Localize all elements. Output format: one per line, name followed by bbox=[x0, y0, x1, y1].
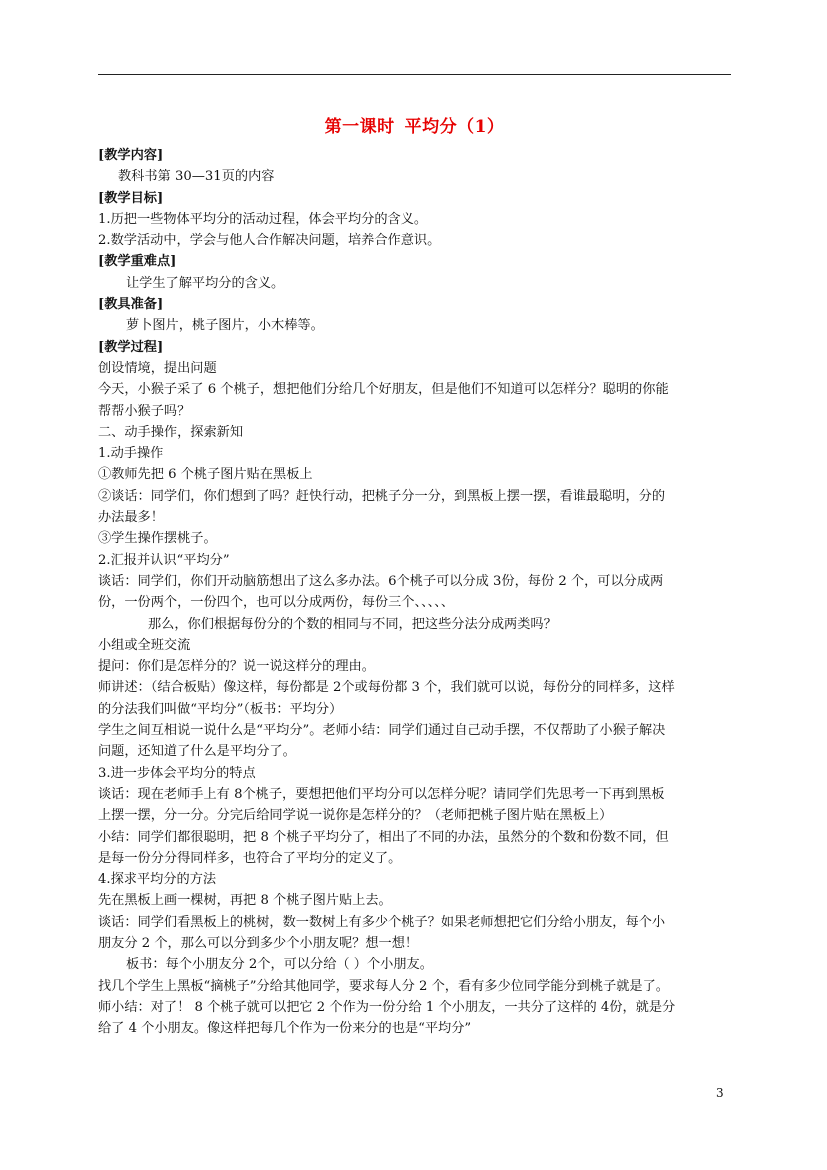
paragraph-line: 谈话：现在老师手上有 8个桃子，要想把他们平均分可以怎样分呢？请同学们先思考一下再到黑板 bbox=[98, 786, 665, 802]
paragraph-line: 帮帮小猴子吗？ bbox=[98, 403, 191, 419]
paragraph-line: 找几个学生上黑板“摘桃子”分给其他同学，要求每人分 2 个，看有多少位同学能分到桃子就是了。 bbox=[98, 978, 669, 994]
paragraph-line: 谈话：同学们看黑板上的桃树，数一数树上有多少个桃子？如果老师想把它们分给小朋友，每个小 bbox=[98, 914, 666, 930]
paragraph-line: 二、动手操作，探索新知 bbox=[98, 424, 244, 440]
paragraph-line: 问题，还知道了什么是平均分了。 bbox=[98, 744, 296, 760]
section-heading-key-points: [教学重难点] bbox=[98, 254, 177, 270]
lesson-body bbox=[98, 145, 731, 1039]
materials-text: 萝卜图片，桃子图片，小木棒等。 bbox=[126, 318, 324, 334]
paragraph-line: 小组或全班交流 bbox=[98, 637, 191, 653]
paragraph-line: 创设情境，提出问题 bbox=[98, 360, 217, 376]
paragraph-line: 的分法我们叫做“平均分”（板书：平均分） bbox=[98, 701, 343, 717]
header-rule bbox=[98, 74, 731, 75]
paragraph-line: 4.探求平均分的方法 bbox=[98, 872, 217, 888]
paragraph-line: 1.动手操作 bbox=[98, 446, 164, 462]
page-number: 3 bbox=[716, 1086, 724, 1100]
paragraph-line: ②谈话：同学们，你们想到了吗？赶快行动，把桃子分一分，到黑板上摆一摆，看谁最聪明，分的 bbox=[98, 488, 666, 504]
section-heading-goals: [教学目标] bbox=[98, 190, 164, 206]
paragraph-line: 那么，你们根据每份分的个数的相同与不同，把这些分法分成两类吗？ bbox=[148, 616, 557, 632]
goal-item: 1.历把一些物体平均分的活动过程，体会平均分的含义。 bbox=[98, 211, 428, 227]
paragraph-line: 小结：同学们都很聪明，把 8 个桃子平均分了，相出了不同的办法，虽然分的个数和份数不同，但 bbox=[98, 829, 669, 845]
lesson-title bbox=[98, 112, 731, 137]
paragraph-line: 办法最多！ bbox=[98, 510, 164, 526]
paragraph-line: 先在黑板上画一棵树，再把 8 个桃子图片贴上去。 bbox=[98, 893, 392, 909]
paragraph-line: 份，一份两个，一份四个，也可以分成两份，每份三个、、、、、 bbox=[98, 595, 455, 611]
paragraph-line: 3.进一步体会平均分的特点 bbox=[98, 765, 256, 781]
paragraph-line: 上摆一摆，分一分。分完后给同学说一说你是怎样分的？（老师把桃子图片贴在黑板上） bbox=[98, 808, 613, 824]
paragraph-line: ③学生操作摆桃子。 bbox=[98, 531, 217, 547]
paragraph-line: 今天，小猴子采了 6 个桃子，想把他们分给几个好朋友，但是他们不知道可以怎样分？聪明的你能 bbox=[98, 382, 669, 398]
lesson-title-sub: 平均分（1） bbox=[404, 117, 505, 137]
paragraph-line: ①教师先把 6 个桃子图片贴在黑板上 bbox=[98, 467, 313, 483]
goal-item: 2.数学活动中，学会与他人合作解决问题，培养合作意识。 bbox=[98, 233, 441, 249]
paragraph-line: 学生之间互相说一说什么是“平均分”。老师小结：同学们通过自己动手摆，不仅帮助了小猴子解决 bbox=[98, 723, 666, 739]
section-heading-materials: [教具准备] bbox=[98, 297, 164, 313]
paragraph-line: 给了 4 个小朋友。像这样把每几个作为一份来分的也是“平均分” bbox=[98, 1021, 472, 1037]
paragraph-line: 2.汇报并认识“平均分” bbox=[98, 552, 230, 568]
section-heading-content: [教学内容] bbox=[98, 148, 164, 163]
section-heading-process: [教学过程] bbox=[98, 339, 164, 355]
paragraph-line: 师讲述：（结合板贴）像这样，每份都是 2个或每份都 3 个，我们就可以说，每份分的同样多，这样 bbox=[98, 680, 675, 696]
paragraph-line: 谈话：同学们，你们开动脑筋想出了这么多办法。6个桃子可以分成 3份，每份 2 个，可以分成两 bbox=[98, 573, 664, 589]
paragraph-line: 提问：你们是怎样分的？说一说这样分的理由。 bbox=[98, 659, 375, 675]
content-text: 教科书第 30—31页的内容 bbox=[118, 169, 275, 185]
paragraph-line: 是每一份分分得同样多，也符合了平均分的定义了。 bbox=[98, 850, 402, 866]
paragraph-line: 师小结：对了！ 8 个桃子就可以把它 2 个作为一份分给 1 个小朋友，一共分了这样的 4份，就是分 bbox=[98, 999, 676, 1015]
lesson-title-main: 第一课时 bbox=[324, 117, 395, 137]
paragraph-line: 朋友分 2 个，那么可以分到多少个小朋友呢？想一想！ bbox=[98, 935, 419, 951]
paragraph-line: 板书：每个小朋友分 2个，可以分给（ ）个小朋友。 bbox=[126, 957, 433, 973]
key-point-text: 让学生了解平均分的含义。 bbox=[126, 275, 285, 291]
